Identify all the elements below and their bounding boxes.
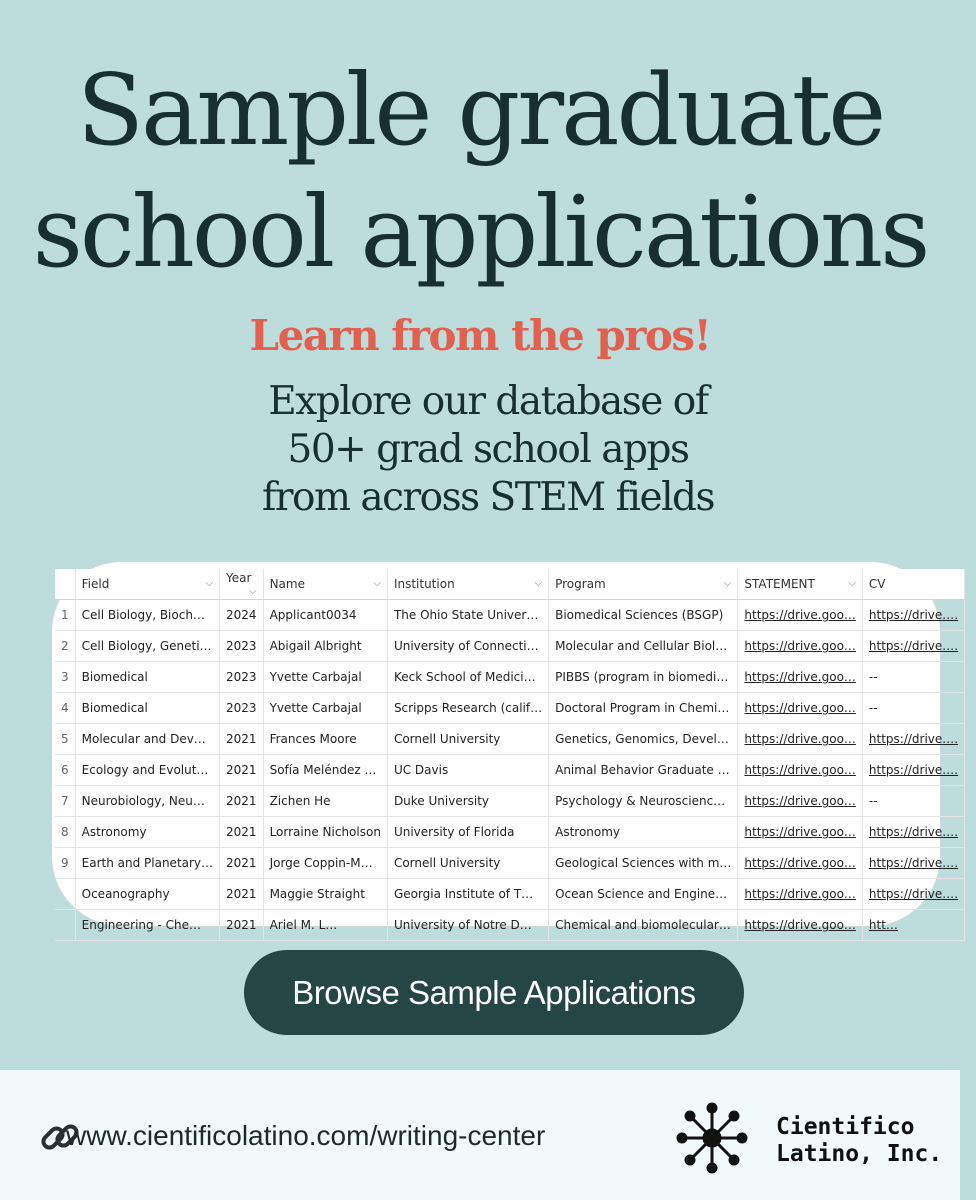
cell-cv[interactable]: https://drive.…: [862, 879, 964, 910]
cell-field: Engineering - Che…: [75, 910, 219, 941]
cell-institution: University of Connecti…: [387, 631, 548, 662]
column-header-field[interactable]: Field ⌵: [75, 569, 219, 600]
cell-program: Astronomy: [549, 817, 738, 848]
cell-year: 2021: [220, 910, 264, 941]
cell-cv[interactable]: https://drive.…: [862, 848, 964, 879]
cell-field: Earth and Planetary…: [75, 848, 219, 879]
column-header-institution[interactable]: Institution ⌵: [387, 569, 548, 600]
column-header-program[interactable]: Program ⌵: [549, 569, 738, 600]
cell-program: Ocean Science and Engine…: [549, 879, 738, 910]
table-row[interactable]: [55, 910, 965, 941]
cell-program: Psychology & Neuroscienc…: [549, 786, 738, 817]
cell-year: 2021: [220, 879, 264, 910]
cell-statement[interactable]: https://drive.goo…: [738, 817, 863, 848]
cell-index: 3: [55, 662, 75, 693]
table-row[interactable]: [55, 786, 965, 817]
subtext-line-3: from across STEM fields: [261, 475, 715, 520]
cell-statement[interactable]: https://drive.goo…: [738, 662, 863, 693]
cell-program: PIBBS (program in biomedi…: [549, 662, 738, 693]
column-header-index: [55, 569, 75, 600]
cell-cv: --: [862, 786, 964, 817]
cell-year: 2021: [220, 786, 264, 817]
cell-name: Jorge Coppin-M…: [263, 848, 387, 879]
cell-year: 2021: [220, 755, 264, 786]
cell-index: 4: [55, 693, 75, 724]
cell-cv: --: [862, 693, 964, 724]
cell-institution: Scripps Research (calif…: [387, 693, 548, 724]
table-row[interactable]: [55, 631, 965, 662]
cell-field: Cell Biology, Bioch…: [75, 600, 219, 631]
chevron-down-icon[interactable]: ⌵: [723, 578, 732, 589]
cell-field: Oceanography: [75, 879, 219, 910]
cell-name: Lorraine Nicholson: [263, 817, 387, 848]
table-row[interactable]: [55, 662, 965, 693]
cell-statement[interactable]: https://drive.goo…: [738, 879, 863, 910]
brand-line-2: Latino, Inc.: [776, 1141, 943, 1167]
cell-statement[interactable]: https://drive.goo…: [738, 910, 863, 941]
cell-name: Yvette Carbajal: [263, 693, 387, 724]
column-header-year[interactable]: Year ⌵: [220, 569, 264, 600]
cell-statement[interactable]: https://drive.goo…: [738, 786, 863, 817]
cell-name: Frances Moore: [263, 724, 387, 755]
cell-name: Yvette Carbajal: [263, 662, 387, 693]
column-header-cv[interactable]: CV: [862, 569, 964, 600]
cell-index: [55, 879, 75, 910]
cell-index: [55, 910, 75, 941]
table-header-row: [55, 569, 965, 600]
cell-name: Zichen He: [263, 786, 387, 817]
chevron-down-icon[interactable]: ⌵: [373, 578, 381, 589]
cell-field: Neurobiology, Neu…: [75, 786, 219, 817]
cell-statement[interactable]: https://drive.goo…: [738, 848, 863, 879]
cell-field: Ecology and Evolut…: [75, 755, 219, 786]
cell-name: Applicant0034: [263, 600, 387, 631]
browse-sample-applications-button[interactable]: Browse Sample Applications: [244, 950, 744, 1035]
cell-statement[interactable]: https://drive.goo…: [738, 600, 863, 631]
chevron-down-icon[interactable]: ⌵: [205, 578, 214, 589]
cell-statement[interactable]: https://drive.goo…: [738, 755, 863, 786]
table-row[interactable]: [55, 724, 965, 755]
cell-year: 2021: [220, 848, 264, 879]
cell-institution: Georgia Institute of T…: [387, 879, 548, 910]
cell-institution: Cornell University: [387, 724, 548, 755]
cell-index: 7: [55, 786, 75, 817]
cell-field: Biomedical: [75, 662, 219, 693]
cell-institution: Cornell University: [387, 848, 548, 879]
cell-program: Biomedical Sciences (BSGP): [549, 600, 738, 631]
cell-institution: University of Notre D…: [387, 910, 548, 941]
title-line-1: Sample graduate: [76, 54, 884, 168]
cell-name: Abigail Albright: [263, 631, 387, 662]
chevron-down-icon[interactable]: ⌵: [534, 578, 543, 589]
cell-field: Cell Biology, Geneti…: [75, 631, 219, 662]
applications-table: [55, 569, 965, 941]
cell-year: 2023: [220, 693, 264, 724]
table-row[interactable]: [55, 600, 965, 631]
cell-statement[interactable]: https://drive.goo…: [738, 631, 863, 662]
cell-index: 5: [55, 724, 75, 755]
cell-name: Ariel M. L…: [263, 910, 387, 941]
cell-program: Doctoral Program in Chemi…: [549, 693, 738, 724]
cell-institution: UC Davis: [387, 755, 548, 786]
title-line-2: school applications: [32, 176, 928, 290]
cell-year: 2023: [220, 662, 264, 693]
column-header-name[interactable]: Name ⌵: [263, 569, 387, 600]
cell-index: 2: [55, 631, 75, 662]
cell-field: Astronomy: [75, 817, 219, 848]
cell-cv[interactable]: https://drive.…: [862, 631, 964, 662]
network-logo-icon: [676, 1102, 748, 1174]
cell-year: 2021: [220, 817, 264, 848]
table-row[interactable]: [55, 879, 965, 910]
cell-field: Molecular and Dev…: [75, 724, 219, 755]
cell-program: Geological Sciences with m…: [549, 848, 738, 879]
cell-program: Genetics, Genomics, Devel…: [549, 724, 738, 755]
subtext-line-2: 50+ grad school apps: [287, 427, 689, 472]
cell-index: 6: [55, 755, 75, 786]
cell-year: 2024: [220, 600, 264, 631]
cell-cv[interactable]: https://drive.…: [862, 600, 964, 631]
subtext: [0, 378, 976, 522]
table-row[interactable]: [55, 755, 965, 786]
website-url[interactable]: www.cientificolatino.com/writing-center: [66, 1120, 546, 1151]
cell-cv[interactable]: htt…: [862, 910, 964, 941]
cell-statement[interactable]: https://drive.goo…: [738, 693, 863, 724]
brand-name: [776, 1114, 942, 1168]
chevron-down-icon[interactable]: ⌵: [848, 578, 856, 589]
cell-cv[interactable]: https://drive.…: [862, 755, 964, 786]
cell-cv[interactable]: https://drive.…: [862, 817, 964, 848]
chevron-down-icon[interactable]: ⌵: [248, 586, 257, 597]
cell-institution: The Ohio State Univer…: [387, 600, 548, 631]
cell-name: Sofía Meléndez …: [263, 755, 387, 786]
cell-year: 2023: [220, 631, 264, 662]
cell-cv[interactable]: https://drive.…: [862, 724, 964, 755]
cell-index: 9: [55, 848, 75, 879]
cell-index: 1: [55, 600, 75, 631]
cell-cv: --: [862, 662, 964, 693]
cell-program: Molecular and Cellular Biol…: [549, 631, 738, 662]
cell-institution: University of Florida: [387, 817, 548, 848]
cell-year: 2021: [220, 724, 264, 755]
cell-field: Biomedical: [75, 693, 219, 724]
cell-institution: Keck School of Medici…: [387, 662, 548, 693]
table-row[interactable]: [55, 693, 965, 724]
cell-institution: Duke University: [387, 786, 548, 817]
column-header-statement[interactable]: STATEMENT ⌵: [738, 569, 863, 600]
tagline: Learn from the pros!: [249, 311, 711, 360]
cell-name: Maggie Straight: [263, 879, 387, 910]
table-row[interactable]: [55, 817, 965, 848]
cell-statement[interactable]: https://drive.goo…: [738, 724, 863, 755]
cell-program: Animal Behavior Graduate …: [549, 755, 738, 786]
subtext-line-1: Explore our database of: [268, 379, 708, 424]
table-row[interactable]: [55, 848, 965, 879]
cell-program: Chemical and biomolecular…: [549, 910, 738, 941]
applications-table-preview: [52, 562, 959, 932]
brand-line-1: Cientifico: [776, 1114, 915, 1140]
page-title: [0, 50, 960, 294]
cell-index: 8: [55, 817, 75, 848]
